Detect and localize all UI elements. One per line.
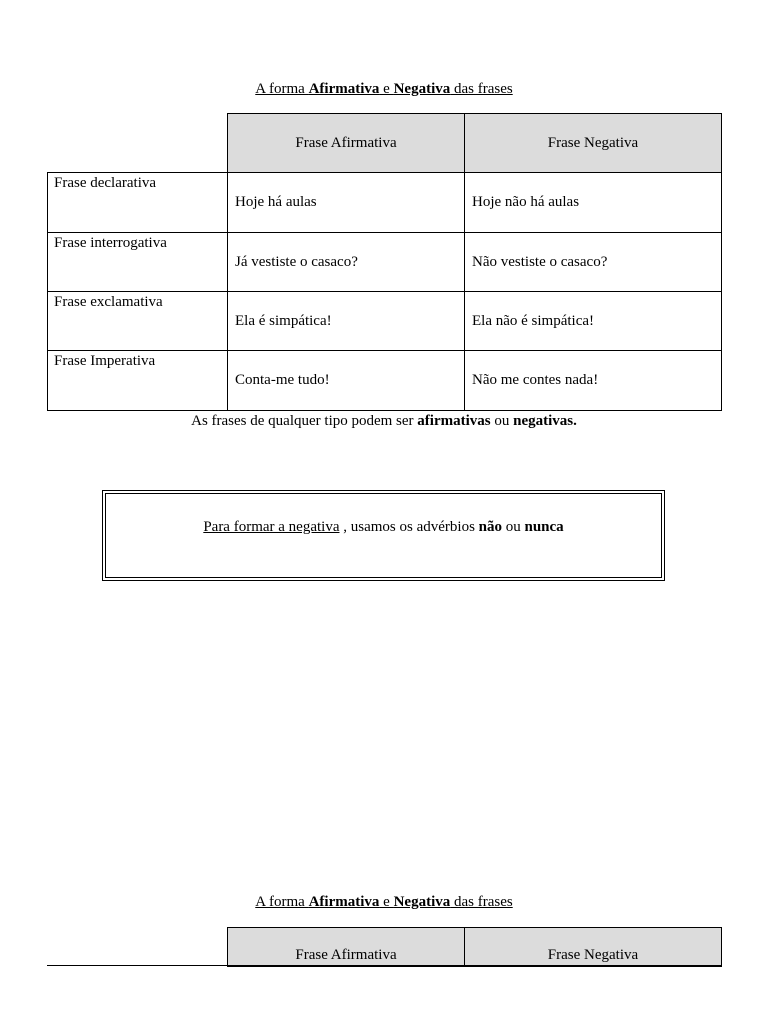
rule-mid2: ou (502, 519, 525, 535)
table-cell-afirmativa (227, 291, 465, 351)
header-negativa-label: Frase Negativa (547, 947, 639, 963)
rule-mid: , usamos os advérbios (339, 519, 479, 535)
cell-text: Ela não é simpática! (472, 312, 595, 329)
sentence-table (47, 113, 722, 411)
table-cell-afirmativa (227, 232, 465, 292)
table-cell-negativa (464, 232, 722, 292)
table-cell-afirmativa (227, 172, 465, 233)
cell-text: Hoje há aulas (235, 194, 317, 210)
cell-text: Conta-me tudo! (235, 372, 330, 388)
title-bold-negativa: Negativa (393, 894, 451, 910)
title-mid: e (379, 81, 394, 97)
header-negativa-label: Frase Negativa (547, 134, 639, 151)
title-prefix: A forma (255, 81, 309, 97)
title-prefix: A forma (255, 894, 309, 910)
header-afirmativa (227, 113, 465, 173)
note-bold-negativas: negativas. (513, 413, 577, 429)
page-title (0, 80, 768, 98)
header-afirmativa-label: Frase Afirmativa (295, 134, 397, 151)
note-text (0, 412, 768, 430)
note-mid: ou (490, 413, 514, 429)
sentence-table-repeat (47, 927, 722, 967)
table-cell-negativa (464, 350, 722, 411)
title-suffix: das frases (450, 894, 513, 910)
note-prefix: As frases de qualquer tipo podem ser (191, 413, 418, 429)
title-bold-afirmativa: Afirmativa (308, 894, 380, 910)
row-label: Frase interrogativa (47, 232, 228, 292)
title-suffix: das frases (450, 81, 513, 97)
page-title-text (255, 81, 450, 97)
table-cell-afirmativa (227, 350, 465, 411)
row-label: Frase declarativa (47, 172, 228, 233)
rule-bold-nunca: nunca (524, 519, 564, 535)
cell-text: Ela é simpática! (235, 312, 332, 329)
rule-underlined: Para formar a negativa (203, 519, 340, 535)
cell-text: Não vestiste o casaco? (472, 253, 608, 270)
page-title-repeat (0, 893, 768, 911)
rule-box (102, 490, 665, 581)
row-label: Frase exclamativa (47, 291, 228, 351)
cell-text: Já vestiste o casaco? (235, 253, 358, 270)
page-title-text (255, 894, 450, 910)
cell-text: Hoje não há aulas (472, 194, 580, 210)
header-negativa (464, 113, 722, 173)
table-cell-negativa (464, 172, 722, 233)
cell-text: Não me contes nada! (472, 372, 599, 388)
table-cell-negativa (464, 291, 722, 351)
title-bold-afirmativa: Afirmativa (308, 81, 380, 97)
row-label: Frase Imperativa (47, 350, 228, 411)
title-bold-negativa: Negativa (393, 81, 451, 97)
rule-text (106, 518, 661, 536)
header-negativa (464, 927, 722, 967)
rule-bold-nao: não (478, 519, 502, 535)
title-mid: e (379, 894, 394, 910)
table-bottom-rule (47, 965, 722, 966)
note-bold-afirmativas: afirmativas (417, 413, 491, 429)
header-afirmativa (227, 927, 465, 967)
header-afirmativa-label: Frase Afirmativa (295, 947, 397, 963)
